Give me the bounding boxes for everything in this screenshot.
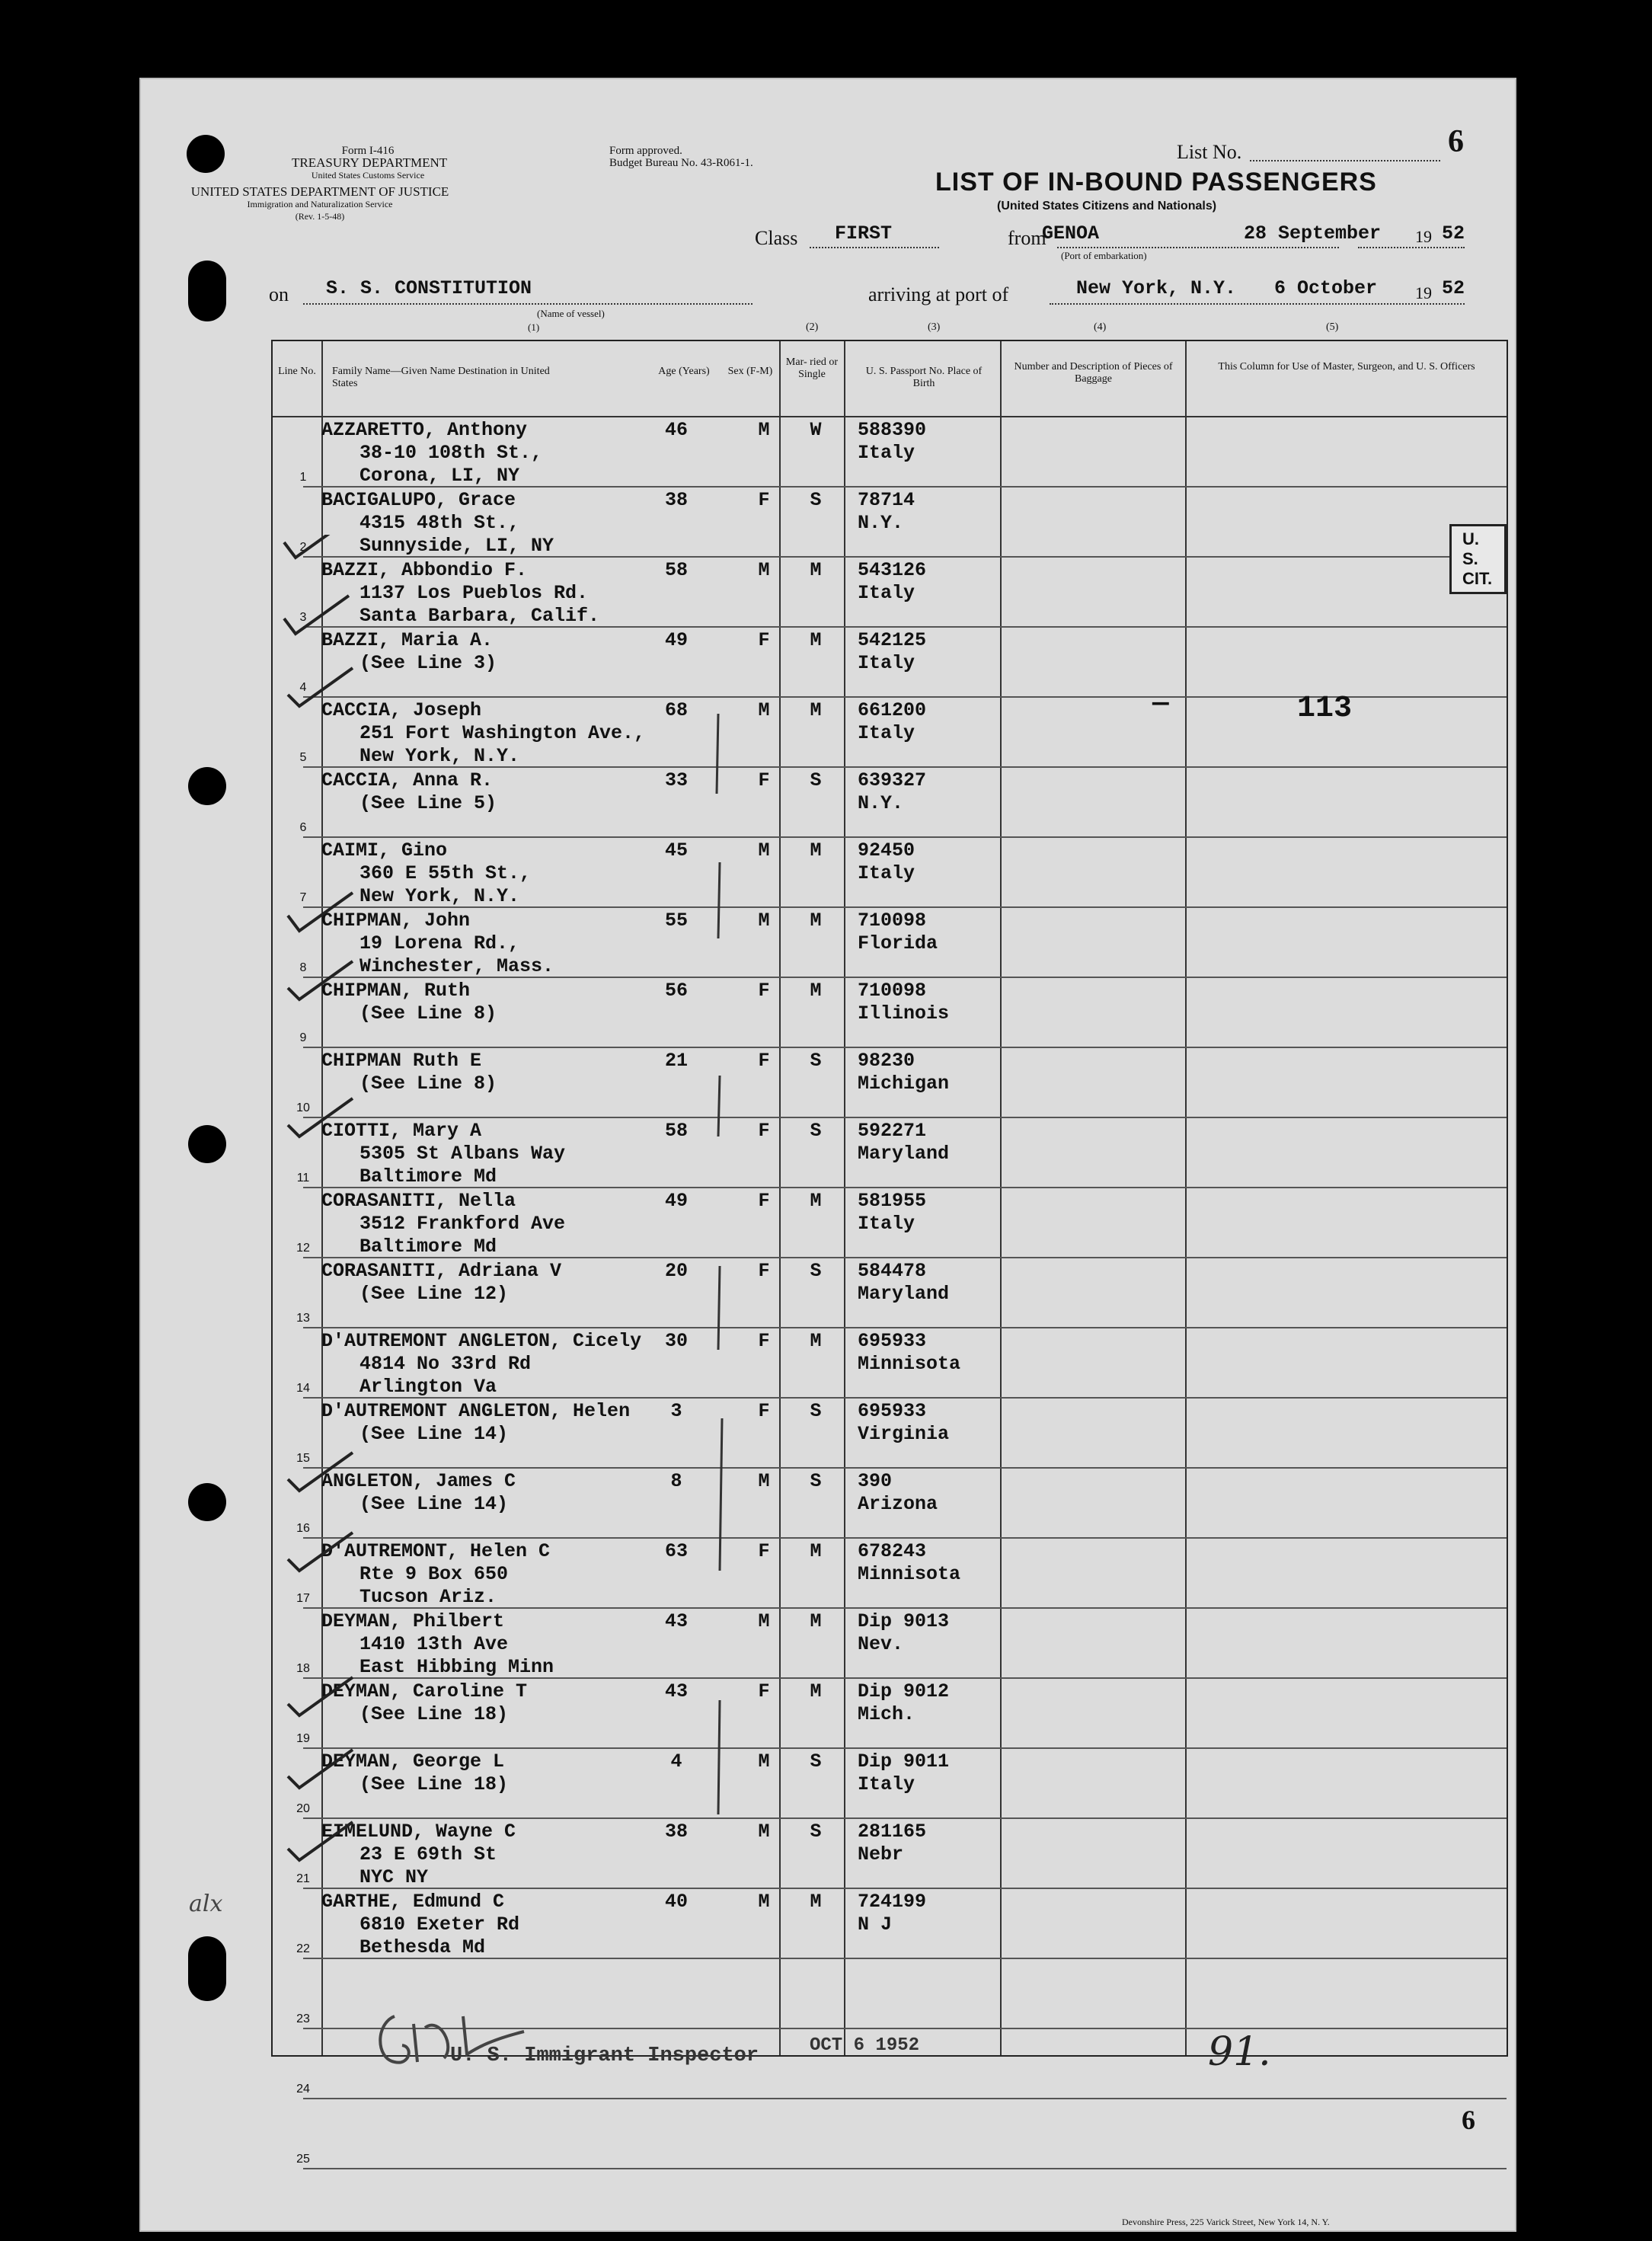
place-of-birth: Nev. — [858, 1633, 904, 1655]
table-row — [273, 1399, 1507, 1469]
line-number: 13 — [296, 1312, 310, 1325]
binder-hole — [187, 135, 225, 173]
passenger-sex: M — [758, 839, 770, 862]
passenger-name: EIMELUND, Wayne C — [321, 1821, 516, 1843]
ins-service: Immigration and Naturalization Service — [247, 199, 393, 209]
passenger-age: 43 — [664, 1680, 688, 1702]
bottom-page-number: 6 — [1462, 2105, 1475, 2135]
address-line-1: 6810 Exeter Rd — [359, 1913, 520, 1936]
us-citizen-stamp: U. S. CIT. — [1449, 524, 1507, 594]
form-number: Form I-416 — [341, 145, 395, 157]
header-passport: U. S. Passport No. Place of Birth — [865, 366, 983, 389]
passenger-age: 63 — [664, 1540, 688, 1562]
address-line-1: 1137 Los Pueblos Rd. — [359, 582, 589, 604]
passenger-age: 46 — [664, 419, 688, 441]
inspector-initials-signature — [372, 2001, 547, 2073]
binder-hole — [188, 261, 226, 321]
address-line-1: 251 Fort Washington Ave., — [359, 722, 646, 744]
address-line-1: (See Line 14) — [359, 1493, 509, 1515]
table-row — [273, 1328, 1507, 1399]
binder-hole — [188, 1936, 226, 2001]
passport-number: 390 — [858, 1470, 893, 1492]
table-row — [273, 1048, 1507, 1118]
line-number: 19 — [296, 1732, 310, 1745]
passenger-name: CACCIA, Joseph — [321, 699, 482, 721]
margin-note: alx — [189, 1891, 223, 1917]
address-line-2: Winchester, Mass. — [359, 955, 554, 977]
line-number: 17 — [296, 1592, 310, 1605]
passenger-sex: F — [758, 980, 770, 1002]
arrival-date: 6 October — [1274, 277, 1378, 299]
from-label: from — [1008, 227, 1046, 249]
passenger-age: 30 — [664, 1330, 688, 1352]
place-of-birth: Italy — [858, 652, 915, 674]
address-line-1: 4814 No 33rd Rd — [359, 1353, 532, 1375]
passport-number: 98230 — [858, 1050, 915, 1072]
place-of-birth: N.Y. — [858, 512, 904, 534]
binder-hole — [188, 767, 226, 805]
place-of-birth: Italy — [858, 1213, 915, 1235]
marital-status: S — [810, 1050, 822, 1072]
address-line-1: (See Line 14) — [359, 1423, 509, 1445]
list-no-label: List No. — [1177, 141, 1242, 163]
table-row — [273, 1118, 1507, 1188]
marital-status: S — [810, 769, 822, 791]
passenger-name: CACCIA, Anna R. — [321, 769, 494, 791]
form-subtitle: (United States Citizens and Nationals) — [997, 200, 1217, 213]
place-of-birth: Nebr — [858, 1843, 904, 1865]
line-number: 12 — [296, 1242, 310, 1255]
line-number: 8 — [299, 961, 307, 974]
passenger-sex: F — [758, 489, 770, 511]
passport-number: 281165 — [858, 1821, 927, 1843]
passenger-name: CHIPMAN Ruth E — [321, 1050, 482, 1072]
passenger-name: CORASANITI, Adriana V — [321, 1260, 562, 1282]
marital-status: S — [810, 1120, 822, 1142]
passenger-name: DEYMAN, Philbert — [321, 1610, 505, 1632]
line-number: 6 — [299, 821, 307, 834]
vessel-colnum: (1) — [528, 321, 540, 333]
address-line-2: Tucson Ariz. — [359, 1586, 497, 1608]
passport-number: 639327 — [858, 769, 927, 791]
from-line — [1057, 247, 1339, 248]
line-number: 3 — [299, 611, 307, 624]
passenger-sex: M — [758, 1610, 770, 1632]
place-of-birth: Illinois — [858, 1002, 950, 1025]
address-line-1: (See Line 18) — [359, 1773, 509, 1795]
address-line-1: (See Line 12) — [359, 1283, 509, 1305]
colnum-3: (3) — [928, 321, 941, 333]
table-row — [273, 558, 1507, 628]
passenger-age: 38 — [664, 1821, 688, 1843]
address-line-2: Baltimore Md — [359, 1236, 497, 1258]
marital-status: M — [810, 1330, 822, 1352]
address-line-1: 360 E 55th St., — [359, 862, 532, 884]
address-line-1: (See Line 8) — [359, 1073, 497, 1095]
table-row — [273, 978, 1507, 1048]
header-sex: Sex (F-M) — [727, 366, 773, 377]
passenger-age: 40 — [664, 1891, 688, 1913]
line-number: 21 — [296, 1872, 310, 1885]
arrival-year-prefix: 19 — [1415, 283, 1432, 302]
passport-number: Dip 9012 — [858, 1680, 950, 1702]
header-age: Age (Years) — [658, 366, 710, 377]
passenger-age: 56 — [664, 980, 688, 1002]
form-approved: Form approved. — [609, 145, 682, 157]
passenger-sex: F — [758, 1260, 770, 1282]
budget-bureau: Budget Bureau No. 43-R061-1. — [609, 157, 753, 169]
passenger-name: ANGLETON, James C — [321, 1470, 516, 1492]
line-number: 7 — [299, 891, 307, 904]
passport-number: Dip 9011 — [858, 1750, 950, 1773]
passenger-name: D'AUTREMONT ANGLETON, Cicely — [321, 1330, 642, 1352]
page-number: 6 — [1448, 124, 1464, 159]
document-sheet — [139, 78, 1516, 2232]
place-of-birth: Florida — [858, 932, 938, 954]
passenger-name: GARTHE, Edmund C — [321, 1891, 505, 1913]
address-line-2: Corona, LI, NY — [359, 465, 520, 487]
address-line-1: 19 Lorena Rd., — [359, 932, 520, 954]
line-number: 16 — [296, 1522, 310, 1535]
passenger-age: 55 — [664, 910, 688, 932]
passenger-sex: M — [758, 1750, 770, 1773]
passport-number: 588390 — [858, 419, 927, 441]
passenger-age: 33 — [664, 769, 688, 791]
passenger-age: 45 — [664, 839, 688, 862]
place-of-birth: Minnisota — [858, 1563, 961, 1585]
address-line-1: (See Line 5) — [359, 792, 497, 814]
passenger-sex: F — [758, 1400, 770, 1422]
address-line-2: Arlington Va — [359, 1376, 497, 1398]
customs-service: United States Customs Service — [311, 170, 425, 181]
passenger-age: 43 — [664, 1610, 688, 1632]
table-row — [273, 628, 1507, 698]
passport-number: 695933 — [858, 1330, 927, 1352]
family-bracket-lines — [711, 710, 756, 1853]
line-number: 18 — [296, 1662, 310, 1675]
passenger-name: D'AUTREMONT, Helen C — [321, 1540, 551, 1562]
line-number: 14 — [296, 1382, 310, 1395]
baggage-dash: — — [1152, 688, 1169, 719]
passenger-name: CAIMI, Gino — [321, 839, 448, 862]
depart-year-prefix: 19 — [1415, 227, 1432, 246]
binder-hole — [188, 1483, 226, 1521]
passenger-name: BAZZI, Maria A. — [321, 629, 494, 651]
address-line-1: 38-10 108th St., — [359, 442, 543, 464]
header-baggage: Number and Description of Pieces of Baggage — [1014, 361, 1173, 385]
address-line-1: (See Line 18) — [359, 1703, 509, 1725]
justice-dept: UNITED STATES DEPARTMENT OF JUSTICE — [190, 184, 449, 199]
passenger-sex: F — [758, 1120, 770, 1142]
marital-status: S — [810, 489, 822, 511]
marital-status: M — [810, 1540, 822, 1562]
place-of-birth: Maryland — [858, 1283, 950, 1305]
passenger-age: 49 — [664, 1190, 688, 1212]
place-of-birth: N.Y. — [858, 792, 904, 814]
officer-number: 113 — [1297, 692, 1353, 726]
header-married: Mar- ried or Single — [785, 356, 839, 380]
passenger-age: 49 — [664, 629, 688, 651]
passenger-sex: F — [758, 1190, 770, 1212]
marital-status: M — [810, 1891, 822, 1913]
passport-number: 92450 — [858, 839, 915, 862]
form-title: LIST OF IN-BOUND PASSENGERS — [935, 168, 1377, 197]
header-officers: This Column for Use of Master, Surgeon, and U. S. Officers — [1218, 361, 1475, 372]
passport-number: 592271 — [858, 1120, 927, 1142]
port-note: (Port of embarkation) — [1061, 250, 1147, 261]
place-of-birth: Italy — [858, 582, 915, 604]
marital-status: M — [810, 1680, 822, 1702]
marital-status: M — [810, 910, 822, 932]
place-of-birth: Michigan — [858, 1073, 950, 1095]
passenger-name: CORASANITI, Nella — [321, 1190, 516, 1212]
passenger-sex: M — [758, 1821, 770, 1843]
place-of-birth: Italy — [858, 862, 915, 884]
address-line-1: 23 E 69th St — [359, 1843, 497, 1865]
place-of-birth: Italy — [858, 1773, 915, 1795]
passenger-sex: M — [758, 699, 770, 721]
passport-number: 584478 — [858, 1260, 927, 1282]
table-row — [273, 768, 1507, 838]
marital-status: S — [810, 1750, 822, 1773]
address-line-2: Santa Barbara, Calif. — [359, 605, 600, 627]
marital-status: M — [810, 559, 822, 581]
line-number: 9 — [299, 1031, 307, 1044]
place-of-birth: Mich. — [858, 1703, 915, 1725]
passenger-sex: M — [758, 1470, 770, 1492]
table-row — [273, 2099, 1507, 2169]
table-row — [273, 488, 1507, 558]
passenger-age: 4 — [670, 1750, 682, 1773]
line-number: 4 — [299, 681, 307, 694]
form-dept-block — [292, 145, 448, 181]
passenger-sex: M — [758, 910, 770, 932]
address-line-2: New York, N.Y. — [359, 745, 520, 767]
place-of-birth: Italy — [858, 722, 915, 744]
address-line-1: Rte 9 Box 650 — [359, 1563, 509, 1585]
line-number: 20 — [296, 1802, 310, 1815]
passenger-age: 38 — [664, 489, 688, 511]
line-number: 15 — [296, 1452, 310, 1465]
passenger-age: 58 — [664, 559, 688, 581]
marital-status: M — [810, 1190, 822, 1212]
place-of-birth: Arizona — [858, 1493, 938, 1515]
check-marks — [280, 535, 372, 1982]
line-number: 2 — [299, 541, 307, 554]
table-row — [273, 1679, 1507, 1749]
arrival-port: New York, N.Y. — [1076, 277, 1237, 299]
passenger-sex: F — [758, 1540, 770, 1562]
passenger-name: CIOTTI, Mary A — [321, 1120, 482, 1142]
passenger-sex: F — [758, 1050, 770, 1072]
depart-year: 52 — [1442, 222, 1465, 245]
vessel-note: (Name of vessel) — [537, 308, 605, 319]
line-number: 10 — [296, 1101, 310, 1114]
passenger-name: AZZARETTO, Anthony — [321, 419, 528, 441]
passenger-name: DEYMAN, George L — [321, 1750, 505, 1773]
marital-status: M — [810, 980, 822, 1002]
table-row — [273, 1609, 1507, 1679]
table-row — [273, 1749, 1507, 1819]
colnum-5: (5) — [1326, 321, 1339, 333]
passport-number: 78714 — [858, 489, 915, 511]
handwritten-total: 91. — [1208, 2029, 1271, 2075]
address-line-1: 3512 Frankford Ave — [359, 1213, 566, 1235]
passenger-age: 20 — [664, 1260, 688, 1282]
treasury-dept: TREASURY DEPARTMENT — [292, 155, 448, 170]
arriving-label: arriving at port of — [868, 283, 1009, 305]
from-value: GENOA — [1042, 222, 1100, 245]
address-line-2: East Hibbing Minn — [359, 1656, 554, 1678]
table-row — [273, 908, 1507, 978]
passport-number: 710098 — [858, 910, 927, 932]
passport-number: 678243 — [858, 1540, 927, 1562]
row-divider — [303, 2168, 1507, 2169]
justice-dept-block — [156, 186, 484, 222]
passenger-name: DEYMAN, Caroline T — [321, 1680, 528, 1702]
passenger-name: CHIPMAN, Ruth — [321, 980, 471, 1002]
inspector-signature-line: U. S. Immigrant Inspector — [450, 2044, 759, 2067]
place-of-birth: Minnisota — [858, 1353, 961, 1375]
passenger-age: 8 — [670, 1470, 682, 1492]
table-row — [273, 1469, 1507, 1539]
inspector-date-stamp: OCT 6 1952 — [810, 2035, 920, 2056]
depart-date: 28 September — [1244, 222, 1382, 245]
passport-number: 581955 — [858, 1190, 927, 1212]
place-of-birth: N J — [858, 1913, 893, 1936]
marital-status: W — [810, 419, 822, 441]
table-row — [273, 1188, 1507, 1258]
passenger-table — [271, 321, 1508, 2166]
passenger-name: D'AUTREMONT ANGLETON, Helen — [321, 1400, 631, 1422]
class-line — [810, 247, 939, 248]
header-line-no: Line No. — [278, 366, 316, 377]
passenger-sex: F — [758, 1680, 770, 1702]
marital-status: S — [810, 1400, 822, 1422]
passenger-sex: M — [758, 1891, 770, 1913]
vessel-name: S. S. CONSTITUTION — [326, 277, 532, 299]
marital-status: M — [810, 629, 822, 651]
line-number: 22 — [296, 1942, 310, 1955]
marital-status: M — [810, 699, 822, 721]
header-name-dest: Family Name—Given Name Destination in United States — [332, 366, 550, 389]
line-number: 25 — [296, 2153, 310, 2166]
passenger-name: BACIGALUPO, Grace — [321, 489, 516, 511]
colnum-4: (4) — [1094, 321, 1107, 333]
address-line-1: 5305 St Albans Way — [359, 1143, 566, 1165]
table-row — [273, 1539, 1507, 1609]
class-value: FIRST — [835, 222, 893, 245]
arrival-line — [1050, 303, 1465, 305]
on-label: on — [269, 283, 289, 305]
passenger-age: 21 — [664, 1050, 688, 1072]
passenger-sex: F — [758, 1330, 770, 1352]
address-line-1: 4315 48th St., — [359, 512, 520, 534]
marital-status: M — [810, 1610, 822, 1632]
address-line-1: (See Line 3) — [359, 652, 497, 674]
marital-status: M — [810, 839, 822, 862]
arrival-year: 52 — [1442, 277, 1465, 299]
address-line-2: NYC NY — [359, 1866, 429, 1888]
colnum-2: (2) — [806, 321, 819, 333]
table-row — [273, 1258, 1507, 1328]
passport-number: 543126 — [858, 559, 927, 581]
binder-hole — [188, 1125, 226, 1163]
passenger-name: BAZZI, Abbondio F. — [321, 559, 528, 581]
place-of-birth: Maryland — [858, 1143, 950, 1165]
passenger-age: 58 — [664, 1120, 688, 1142]
form-revision: (Rev. 1-5-48) — [295, 211, 345, 222]
approval-block — [609, 145, 753, 169]
printer-credit: Devonshire Press, 225 Varick Street, New York 14, N. Y. — [1122, 2217, 1330, 2227]
address-line-2: New York, N.Y. — [359, 885, 520, 907]
passport-number: 661200 — [858, 699, 927, 721]
passenger-sex: F — [758, 769, 770, 791]
address-line-2: Bethesda Md — [359, 1936, 486, 1958]
table-row — [273, 417, 1507, 488]
table-row — [273, 1819, 1507, 1889]
passenger-name: CHIPMAN, John — [321, 910, 471, 932]
class-label: Class — [755, 227, 798, 249]
passport-number: 542125 — [858, 629, 927, 651]
address-line-2: Sunnyside, LI, NY — [359, 535, 554, 557]
place-of-birth: Virginia — [858, 1423, 950, 1445]
line-number: 24 — [296, 2083, 310, 2096]
passport-number: Dip 9013 — [858, 1610, 950, 1632]
table-row — [273, 1889, 1507, 1959]
passport-number: 695933 — [858, 1400, 927, 1422]
marital-status: S — [810, 1470, 822, 1492]
address-line-2: Baltimore Md — [359, 1165, 497, 1188]
line-number: 1 — [299, 471, 307, 484]
passenger-sex: M — [758, 419, 770, 441]
place-of-birth: Italy — [858, 442, 915, 464]
passport-number: 724199 — [858, 1891, 927, 1913]
line-number: 5 — [299, 751, 307, 764]
vessel-line — [303, 303, 753, 305]
line-number: 23 — [296, 2012, 310, 2025]
marital-status: S — [810, 1821, 822, 1843]
list-no-line — [1250, 160, 1440, 161]
passenger-sex: M — [758, 559, 770, 581]
address-line-1: 1410 13th Ave — [359, 1633, 509, 1655]
line-number: 11 — [296, 1172, 310, 1184]
passenger-age: 3 — [670, 1400, 682, 1422]
marital-status: S — [810, 1260, 822, 1282]
passenger-sex: F — [758, 629, 770, 651]
depart-date-line — [1358, 247, 1465, 248]
table-row — [273, 838, 1507, 908]
address-line-1: (See Line 8) — [359, 1002, 497, 1025]
passenger-age: 68 — [664, 699, 688, 721]
passport-number: 710098 — [858, 980, 927, 1002]
